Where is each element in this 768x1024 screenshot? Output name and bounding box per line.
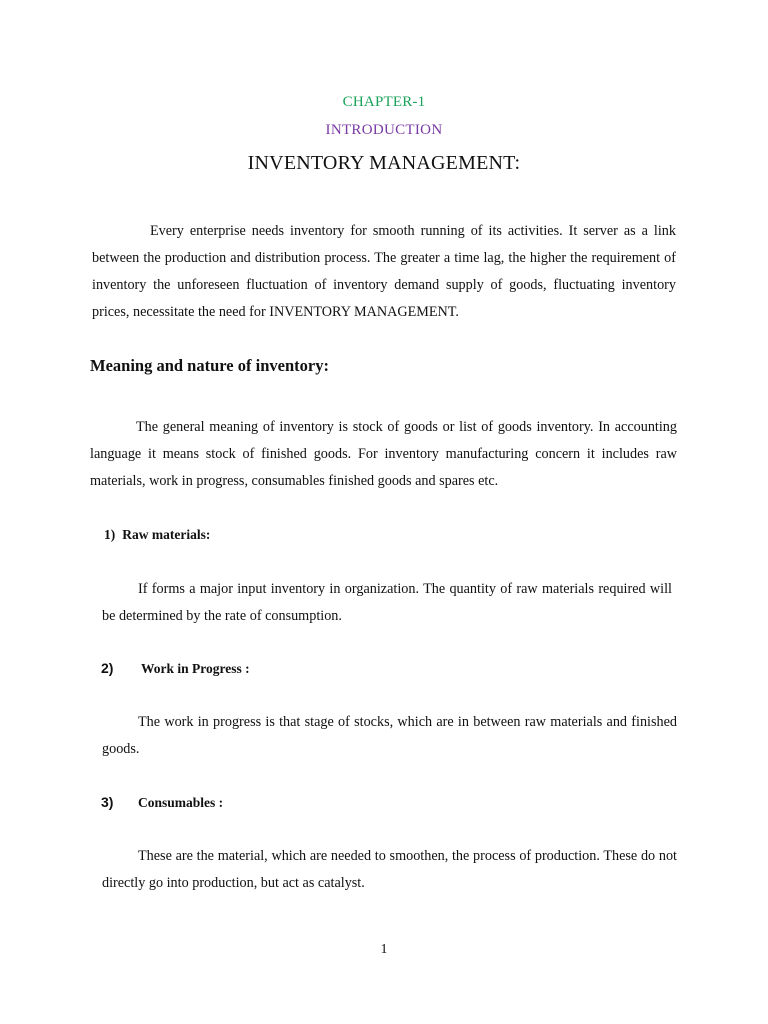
item-paragraph-work-in-progress: The work in progress is that stage of stocks, which are in between raw materials and finished goods. [102,714,677,757]
introduction-label: INTRODUCTION [325,122,443,138]
page-title: INVENTORY MANAGEMENT: [247,152,521,174]
item-title: Consumables : [138,795,224,810]
section-heading: Meaning and nature of inventory: [90,356,329,375]
item-title: Work in Progress : [141,661,250,676]
section-paragraph: The general meaning of inventory is stock of goods or list of goods inventory. In accounting language it means stock of finished goods. For inventory manufacturing concern it includes raw materials, work in progress, consumables finished goods and spares etc. [90,419,677,489]
item-heading-raw-materials [104,527,210,543]
item-number: 2) [101,660,114,676]
item-number: 1) [104,527,116,542]
chapter-label: CHAPTER-1 [342,94,426,110]
item-paragraph-consumables: These are the material, which are needed to smoothen, the process of production. These do not directly go into production, but act as catalyst. [102,848,677,891]
item-title: Raw materials: [122,527,211,542]
intro-paragraph: Every enterprise needs inventory for smooth running of its activities. It server as a link between the production and distribution process. The greater a time lag, the higher the requirement of inventory the unforeseen fluctuation of inventory demand supply of goods, fluctuating inventory prices, necessitate the need for INVENTORY MANAGEMENT. [92,223,676,320]
page-number: 1 [380,942,388,957]
item-heading-consumables [101,794,223,811]
item-paragraph-raw-materials: If forms a major input inventory in organization. The quantity of raw materials required will be determined by the rate of consumption. [102,581,672,624]
item-heading-work-in-progress [101,660,250,677]
item-number: 3) [101,794,114,810]
